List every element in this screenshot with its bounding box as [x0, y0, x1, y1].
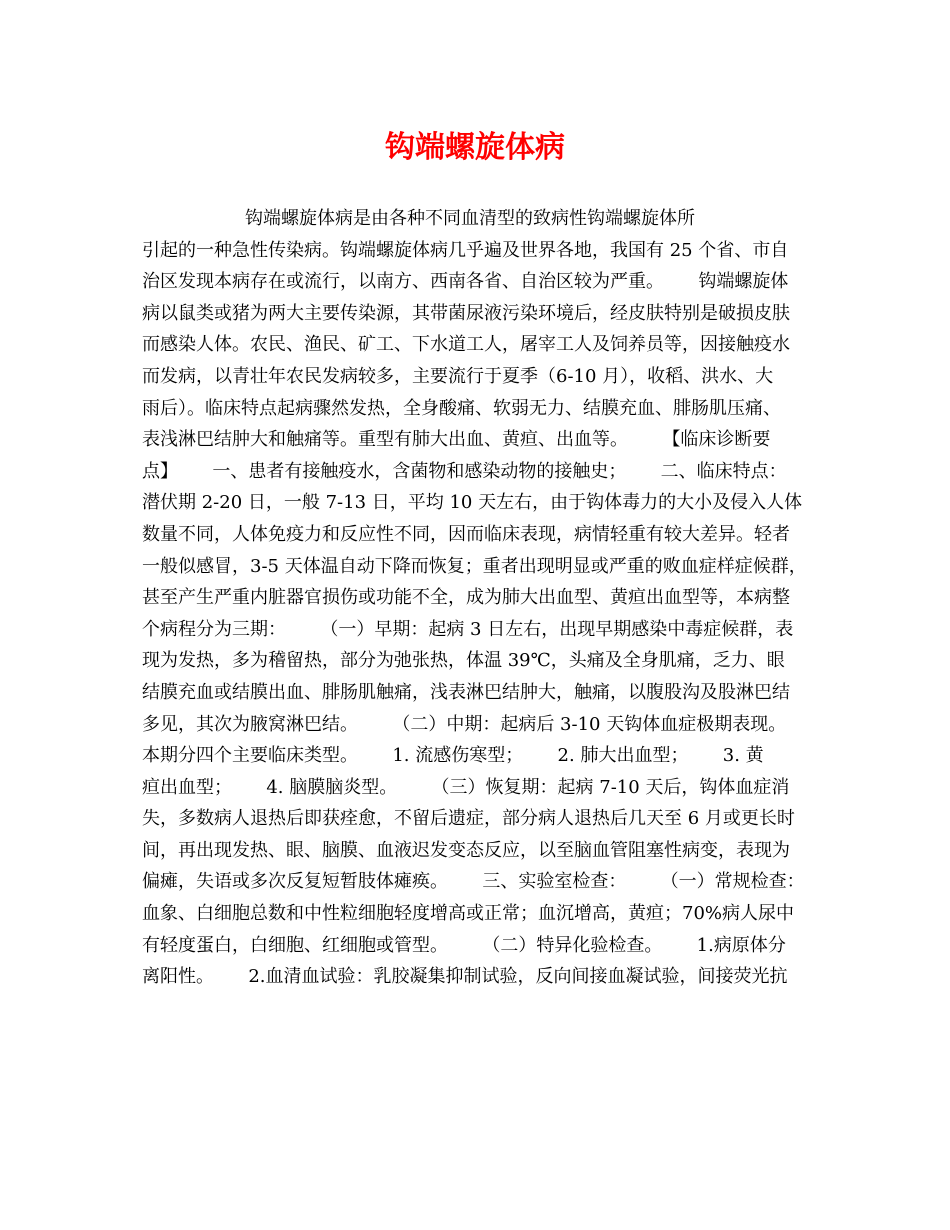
- body-line: 偏瘫，失语或多次反复短暂肢体瘫痪。 三、实验室检查： （一）常规检查：: [142, 871, 805, 893]
- body-line: 雨后）。临床特点起病骤然发热，全身酸痛、软弱无力、结膜充血、腓肠肌压痛、: [142, 397, 781, 419]
- body-line: 结膜充血或结膜出血、腓肠肌触痛，浅表淋巴结肿大，触痛，以腹股沟及股淋巴结: [142, 681, 790, 703]
- body-line: 病以鼠类或猪为两大主要传染源，其带菌尿液污染环境后，经皮肤特别是破损皮肤: [142, 302, 790, 324]
- body-line: 甚至产生严重内脏器官损伤或功能不全，成为肺大出血型、黄疸出血型等，本病整: [142, 587, 790, 609]
- body-line: 有轻度蛋白，白细胞、红细胞或管型。 （二）特异化验检查。 1.病原体分: [142, 934, 786, 956]
- body-line: 间，再出现发热、眼、脑膜、血液迟发变态反应，以至脑血管阻塞性病变，表现为: [142, 839, 790, 861]
- body-line: 潜伏期 2-20 日，一般 7-13 日，平均 10 天左右，由于钩体毒力的大小及侵入人体: [142, 492, 803, 514]
- body-line: 现为发热，多为稽留热，部分为弛张热，体温 39℃，头痛及全身肌痛，乏力、眼: [142, 650, 785, 672]
- body-line: 个病程分为三期： （一）早期：起病 3 日左右，出现早期感染中毒症候群，表: [142, 618, 794, 640]
- body-line: 治区发现本病存在或流行，以南方、西南各省、自治区较为严重。 钩端螺旋体: [142, 271, 789, 293]
- body-line: 多见，其次为腋窝淋巴结。 （二）中期：起病后 3-10 天钩体血症极期表现。: [142, 713, 787, 735]
- body-line: 疸出血型； 4. 脑膜脑炎型。 （三）恢复期：起病 7-10 天后，钩体血症消: [142, 776, 790, 798]
- body-line: 离阳性。 2.血清血试验：乳胶凝集抑制试验，反向间接血凝试验，间接荧光抗: [142, 966, 788, 988]
- body-line: 本期分四个主要临床类型。 1. 流感伤寒型； 2. 肺大出血型； 3. 黄: [142, 745, 764, 767]
- body-line: 引起的一种急性传染病。钩端螺旋体病几乎遍及世界各地，我国有 25 个省、市自: [142, 239, 789, 261]
- body-line: 失，多数病人退热后即获痊愈，不留后遗症，部分病人退热后几天至 6 月或更长时: [142, 808, 795, 830]
- body-line: 血象、白细胞总数和中性粒细胞轻度增高或正常；血沉增高，黄疸；70%病人尿中: [142, 903, 795, 925]
- document-title: 钩端螺旋体病: [385, 130, 565, 165]
- body-line: 点】 一、患者有接触疫水，含菌物和感染动物的接触史； 二、临床特点：: [142, 460, 787, 482]
- body-line: 表浅淋巴结肿大和触痛等。重型有肺大出血、黄疸、出血等。 【临床诊断要: [142, 429, 771, 451]
- body-line: 钩端螺旋体病是由各种不同血清型的致病性钩端螺旋体所: [142, 208, 695, 229]
- document-body: [142, 203, 826, 993]
- body-line: 数量不同，人体免疫力和反应性不同，因而临床表现，病情轻重有较大差异。轻者: [142, 523, 790, 545]
- body-line: 而发病，以青壮年农民发病较多，主要流行于夏季（6-10 月），收稻、洪水、大: [142, 365, 774, 387]
- body-line: 而感染人体。农民、渔民、矿工、下水道工人，屠宰工人及饲养员等，因接触疫水: [142, 334, 790, 356]
- body-line: 一般似感冒，3-5 天体温自动下降而恢复；重者出现明显或严重的败血症样症候群，: [142, 555, 807, 577]
